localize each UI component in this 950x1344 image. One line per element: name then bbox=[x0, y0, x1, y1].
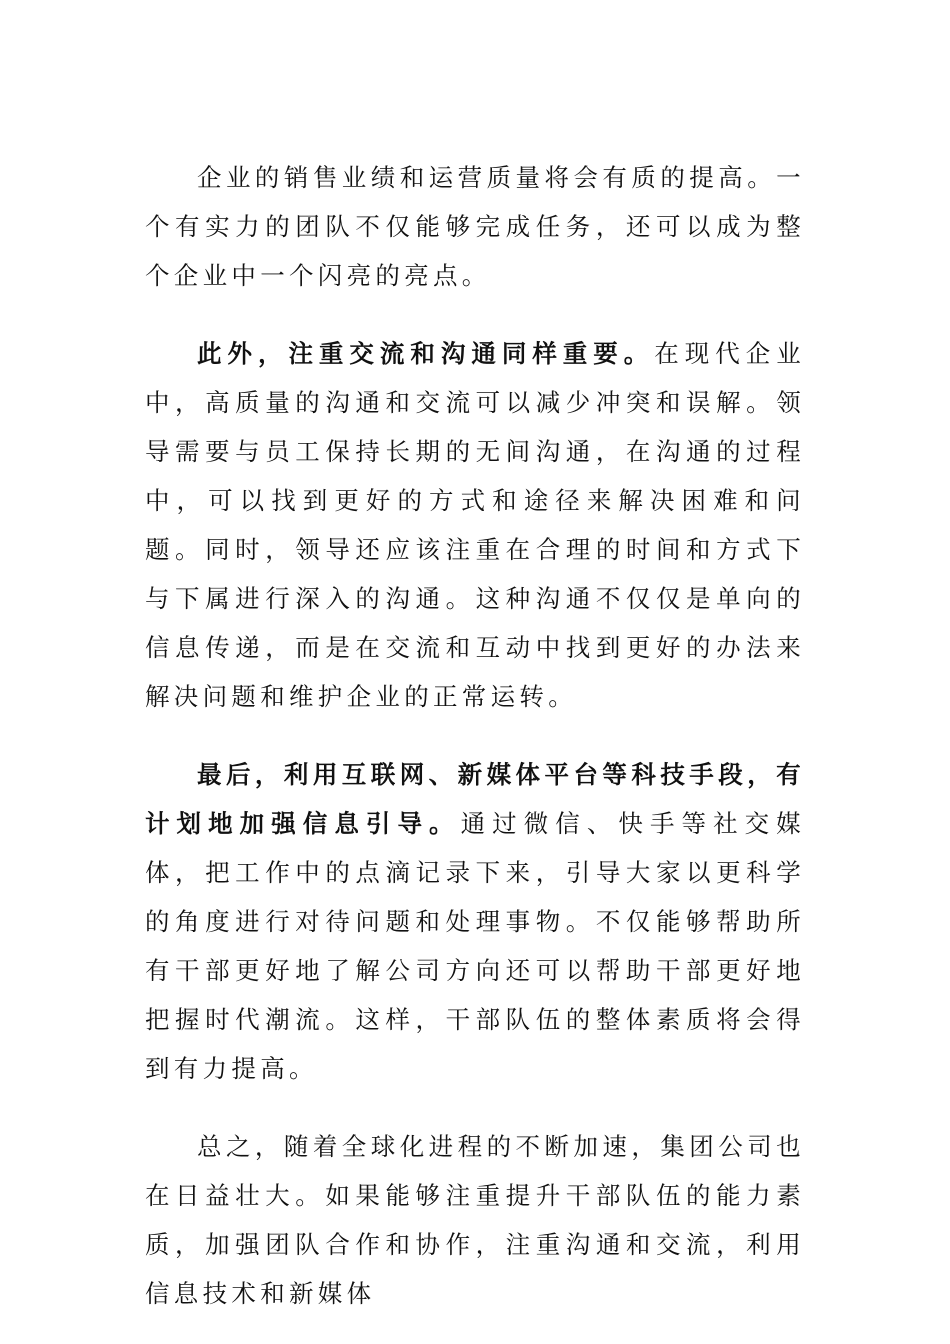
paragraph-3-heading: 最后，利用互联网、新媒体平台等科技手段，有计划地加强信息引导。 bbox=[145, 760, 805, 838]
paragraph-2-heading: 此外，注重交流和沟通同样重要。 bbox=[197, 339, 655, 368]
paragraph-4-text: 总之，随着全球化进程的不断加速，集团公司也在日益壮大。如果能够注重提升干部队伍的能力素质，加强团队合作和协作，注重沟通和交流，利用信息技术和新媒体 bbox=[145, 1132, 805, 1308]
document-body bbox=[145, 153, 805, 1318]
paragraph-2-text: 在现代企业中，高质量的沟通和交流可以减少冲突和误解。领导需要与员工保持长期的无间沟通，在沟通的过程中，可以找到更好的方式和途径来解决困难和问题。同时，领导还应该注重在合理的时间和方式下与下属进行深入的沟通。这种沟通不仅仅是单向的信息传递，而是在交流和互动中找到更好的办法来解决问题和维护企业的正常运转。 bbox=[145, 339, 806, 711]
paragraph-3 bbox=[145, 750, 805, 1093]
paragraph-1 bbox=[145, 153, 805, 300]
paragraph-1-text: 企业的销售业绩和运营质量将会有质的提高。一个有实力的团队不仅能够完成任务，还可以成为整个企业中一个闪亮的亮点。 bbox=[145, 163, 805, 290]
paragraph-2 bbox=[145, 329, 805, 721]
paragraph-3-text: 通过微信、快手等社交媒体，把工作中的点滴记录下来，引导大家以更科学的角度进行对待问题和处理事物。不仅能够帮助所有干部更好地了解公司方向还可以帮助干部更好地把握时代潮流。这样，干部队伍的整体素质将会得到有力提高。 bbox=[145, 809, 805, 1083]
paragraph-gap bbox=[145, 721, 805, 750]
paragraph-gap bbox=[145, 1093, 805, 1122]
paragraph-4 bbox=[145, 1122, 805, 1318]
paragraph-gap bbox=[145, 300, 805, 329]
